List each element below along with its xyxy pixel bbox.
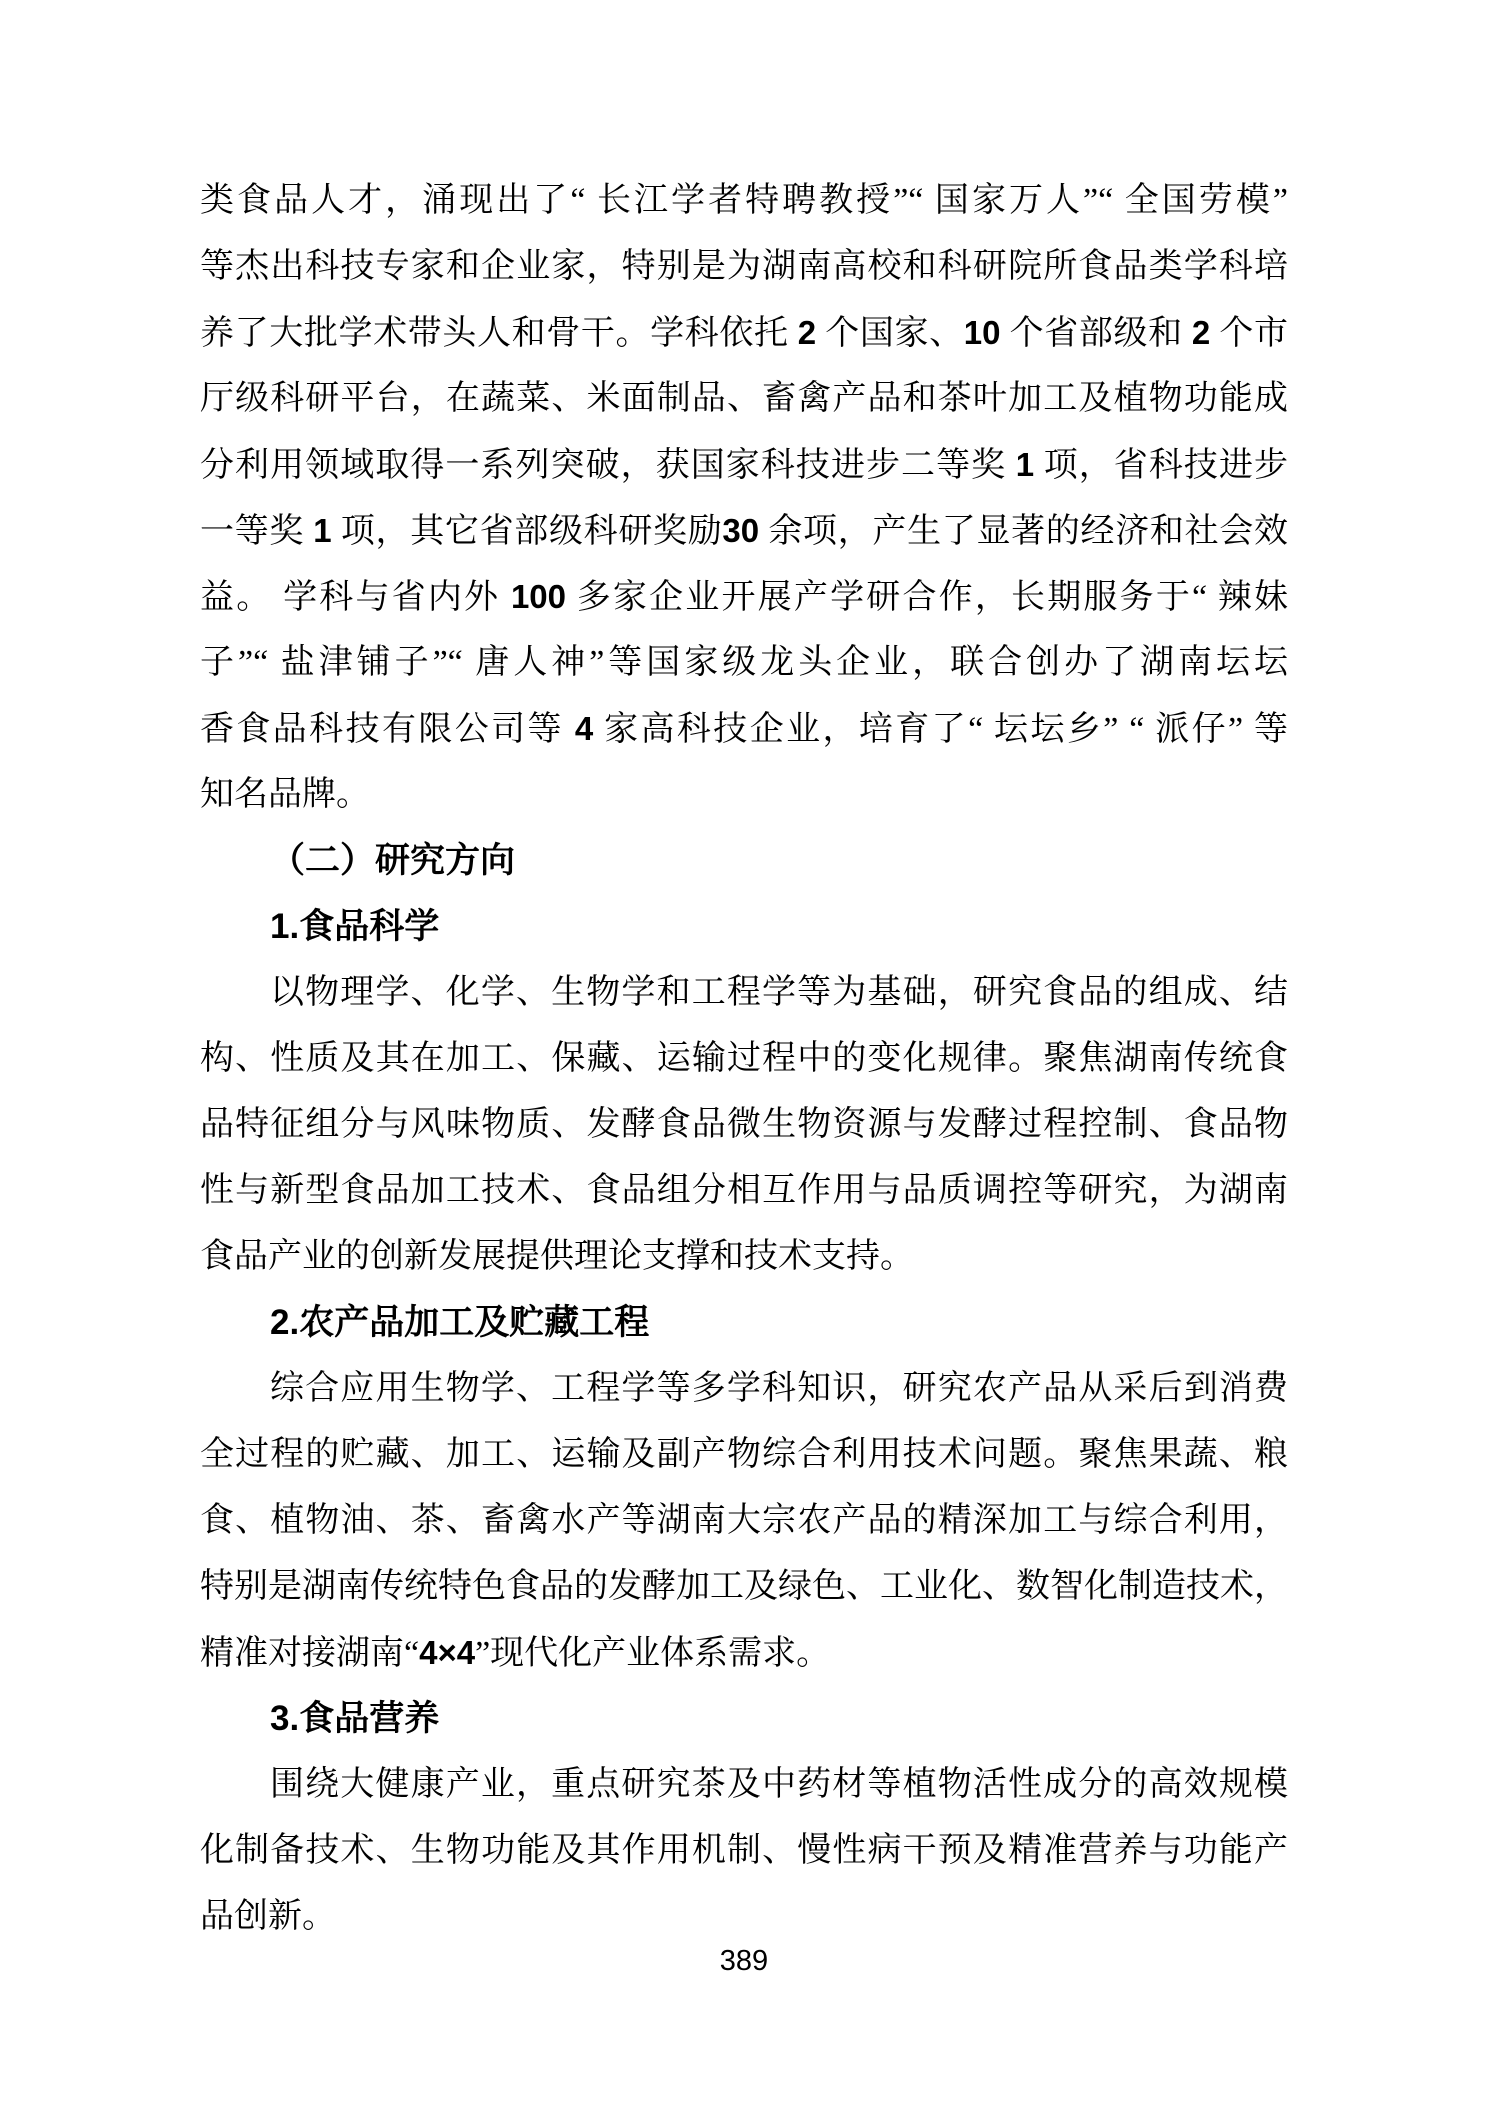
- body-line: 品创新。: [200, 1898, 336, 1935]
- body-line: 化制备技术、生物功能及其作用机制、慢性病干预及精准营养与功能产: [200, 1832, 1288, 1869]
- body-line: 厅级科研平台，在蔬菜、米面制品、畜禽产品和茶叶加工及植物功能成: [200, 380, 1288, 417]
- page-number: 389: [719, 1945, 769, 1977]
- body-line: 围绕大健康产业，重点研究茶及中药材等植物活性成分的高效规模: [270, 1766, 1288, 1803]
- body-line: 性与新型食品加工技术、食品组分相互作用与品质调控等研究，为湖南: [200, 1172, 1288, 1209]
- body-line: 益。 学科与省内外 100 多家企业开展产学研合作，长期服务于“ 辣妹: [200, 578, 1289, 616]
- body-line: 品特征组分与风味物质、发酵食品微生物资源与发酵过程控制、食品物: [200, 1106, 1288, 1143]
- direction-heading-2: 2.农产品加工及贮藏工程: [270, 1303, 650, 1342]
- body-line: 子”“ 盐津铺子”“ 唐人神”等国家级龙头企业，联合创办了湖南坛坛: [200, 644, 1288, 681]
- body-line: 特别是湖南传统特色食品的发酵加工及绿色、工业化、数智化制造技术，: [200, 1568, 1288, 1605]
- body-line: 以物理学、化学、生物学和工程学等为基础，研究食品的组成、结: [270, 974, 1288, 1011]
- body-line: 类食品人才，涌现出了“ 长江学者特聘教授”“ 国家万人”“ 全国劳模”: [200, 182, 1288, 219]
- direction-heading-3: 3.食品营养: [270, 1699, 440, 1738]
- body-line: 综合应用生物学、工程学等多学科知识，研究农产品从采后到消费: [270, 1370, 1288, 1407]
- body-line: 全过程的贮藏、加工、运输及副产物综合利用技术问题。聚焦果蔬、粮: [200, 1436, 1288, 1473]
- body-line: 知名品牌。: [200, 776, 370, 813]
- body-line: 等杰出科技专家和企业家，特别是为湖南高校和科研院所食品类学科培: [200, 248, 1288, 285]
- direction-heading-1: 1.食品科学: [270, 907, 440, 946]
- body-line: 养了大批学术带头人和骨干。学科依托 2 个国家、10 个省部级和 2 个市: [200, 314, 1289, 352]
- body-line: 一等奖 1 项，其它省部级科研奖励30 余项，产生了显著的经济和社会效: [200, 512, 1289, 550]
- body-line: 精准对接湖南“4×4”现代化产业体系需求。: [200, 1634, 831, 1672]
- section-heading: （二）研究方向: [270, 841, 516, 880]
- body-line: 香食品科技有限公司等 4 家高科技企业，培育了“ 坛坛乡” “ 派仔” 等: [200, 710, 1288, 748]
- body-line: 分利用领域取得一系列突破，获国家科技进步二等奖 1 项，省科技进步: [200, 446, 1289, 484]
- body-line: 食、植物油、茶、畜禽水产等湖南大宗农产品的精深加工与综合利用，: [200, 1502, 1288, 1539]
- text-column: [200, 168, 1288, 1950]
- body-line: 构、性质及其在加工、保藏、运输过程中的变化规律。聚焦湖南传统食: [200, 1040, 1288, 1077]
- body-line: 食品产业的创新发展提供理论支撑和技术支持。: [200, 1238, 914, 1275]
